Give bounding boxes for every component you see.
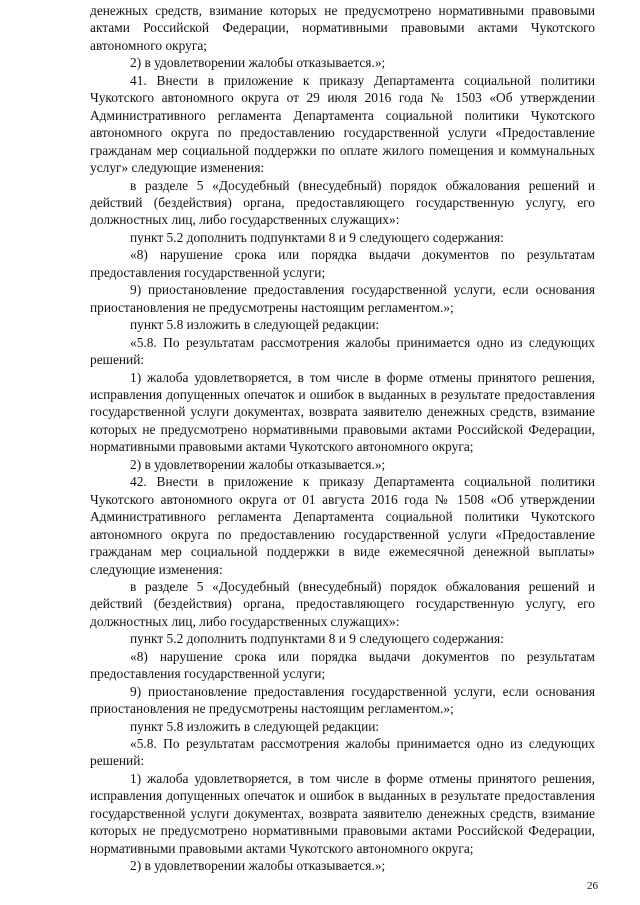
document-body bbox=[90, 2, 595, 875]
paragraph: в разделе 5 «Досудебный (внесудебный) порядок обжалования решений и действий (бездействия) органа, предоставляющего государственную услугу, его должностных лиц, либо государственных служащих»: bbox=[90, 177, 595, 228]
paragraph: 2) в удовлетворении жалобы отказывается.»; bbox=[130, 55, 386, 71]
paragraph-item-42: 42. Внести в приложение к приказу Департамента социальной политики Чукотского автономного округа от 01 августа 2016 года № 1508 «Об утверждении Административного регламента Департамента социальной политики Чукотского автономного округа по предоставлению государственной услуги «Предоставление гражданам мер социальной поддержки в виде ежемесячной денежной выплаты» следующие изменения: bbox=[90, 474, 595, 577]
paragraph: «8) нарушение срока или порядка выдачи документов по результатам предоставления государственной услуги; bbox=[90, 648, 595, 682]
paragraph: 2) в удовлетворении жалобы отказывается.»; bbox=[130, 456, 386, 472]
paragraph: «5.8. По результатам рассмотрения жалобы принимается одно из следующих решений: bbox=[90, 736, 595, 769]
paragraph: пункт 5.8 изложить в следующей редакции: bbox=[130, 718, 380, 734]
paragraph: «5.8. По результатам рассмотрения жалобы принимается одно из следующих решений: bbox=[90, 334, 595, 368]
paragraph: в разделе 5 «Досудебный (внесудебный) порядок обжалования решений и действий (бездействия) органа, предоставляющего государственную услугу, его должностных лиц, либо государственных служащих»: bbox=[90, 578, 595, 629]
paragraph: 1) жалоба удовлетворяется, в том числе в форме отмены принятого решения, исправления допущенных опечаток и ошибок в выданных в результате предоставления государственной услуги документах, возврата заявителю денежных средств, взимание которых не предусмотрено нормативными правовыми актами Российской Федерации, нормативными правовыми актами Чукотского автономного округа; bbox=[90, 369, 595, 455]
paragraph: денежных средств, взимание которых не предусмотрено нормативными правовыми актами Российской Федерации, нормативными правовыми актами Чукотского автономного округа; bbox=[90, 3, 595, 53]
paragraph-item-41: 41. Внести в приложение к приказу Департамента социальной политики Чукотского автономного округа от 29 июля 2016 года № 1503 «Об утверждении Административного регламента Департамента социальной политики Чукотского автономного округа по предоставлению государственной услуги «Предоставление гражданам мер социальной поддержки по оплате жилого помещения и коммунальных услуг» следующие изменения: bbox=[90, 72, 595, 176]
page-number: 26 bbox=[587, 880, 598, 892]
paragraph: 9) приостановление предоставления государственной услуги, если основания приостановления не предусмотрены настоящим регламентом.»; bbox=[90, 683, 595, 717]
paragraph: пункт 5.2 дополнить подпунктами 8 и 9 следующего содержания: bbox=[130, 229, 504, 245]
paragraph: «8) нарушение срока или порядка выдачи документов по результатам предоставления государственной услуги; bbox=[90, 247, 595, 280]
paragraph: 1) жалоба удовлетворяется, в том числе в форме отмены принятого решения, исправления допущенных опечаток и ошибок в выданных в результате предоставления государственной услуги документах, возврата заявителю денежных средств, взимание которых не предусмотрено нормативными правовыми актами Российской Федерации, нормативными правовыми актами Чукотского автономного округа; bbox=[90, 770, 595, 856]
paragraph: пункт 5.8 изложить в следующей редакции: bbox=[130, 317, 380, 333]
paragraph: 2) в удовлетворении жалобы отказывается.»; bbox=[130, 858, 386, 874]
paragraph: пункт 5.2 дополнить подпунктами 8 и 9 следующего содержания: bbox=[130, 631, 504, 647]
paragraph: 9) приостановление предоставления государственной услуги, если основания приостановления не предусмотрены настоящим регламентом.»; bbox=[90, 282, 595, 315]
